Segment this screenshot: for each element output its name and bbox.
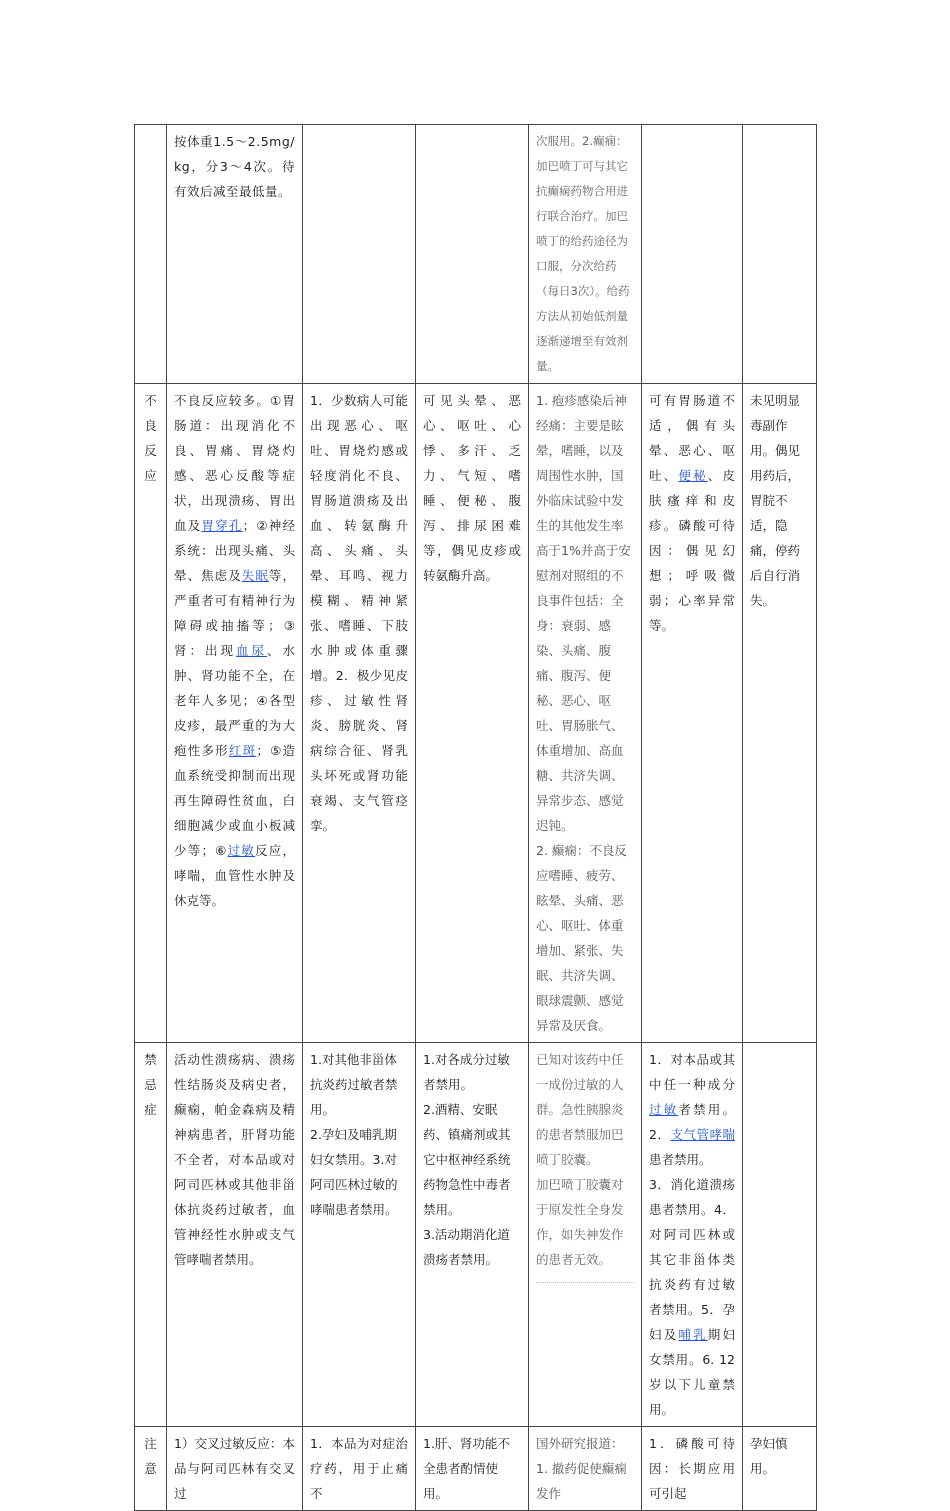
row-label-adverse-reactions: 不 良 反 应	[135, 384, 167, 1043]
contra-drug1: 活动性溃疡病、溃疡性结肠炎及病史者，癫痫，帕金森病及精神病患者，肝肾功能不全者，对本品或对阿司匹林或其他非甾体抗炎药过敏者，血管神经性水肿或支气管哮喘者禁用。	[167, 1043, 303, 1427]
contra-drug4: 已知对该药中任一成份过敏的人群。急性胰腺炎的患者禁服加巴喷丁胶囊。 加巴喷丁胶囊对于原发性全身发作，如失神发作的患者无效。	[529, 1043, 642, 1427]
adverse-drug5: 可有胃肠道不适，偶有头晕、恶心、呕吐、便秘、皮肤瘙痒和皮疹。磷酸可待因：偶见幻想；呼吸微弱；心率异常等。	[642, 384, 743, 1043]
row-label-precautions: 注 意	[135, 1427, 167, 1511]
link-insomnia[interactable]: 失眠	[241, 568, 269, 583]
dotted-divider	[536, 1272, 634, 1283]
link-allergy[interactable]: 过敏	[227, 843, 256, 858]
table-row-precautions	[135, 1427, 817, 1511]
row-label-contraindications: 禁 忌 症	[135, 1043, 167, 1427]
notes-drug4: 国外研究报道： 1. 撤药促使癫痫发作	[529, 1427, 642, 1511]
table-row-dosage	[135, 125, 817, 384]
drug-comparison-table	[134, 124, 817, 1511]
notes-drug3: 1.肝、肾功能不全患者酌情使用。	[416, 1427, 529, 1511]
link-erythema[interactable]: 红斑	[228, 743, 257, 758]
dosage-drug1: 按体重1.5～2.5mg/kg，分3～4次。待有效后减至最低量。	[167, 125, 303, 384]
contra-drug6	[743, 1043, 817, 1427]
notes-drug6: 孕妇慎用。	[743, 1427, 817, 1511]
dosage-drug5	[642, 125, 743, 384]
link-hematuria[interactable]: 血尿	[235, 643, 267, 658]
link-lactation[interactable]: 哺乳	[678, 1327, 708, 1342]
dosage-drug6	[743, 125, 817, 384]
notes-drug5: 1．磷酸可待因：长期应用可引起	[642, 1427, 743, 1511]
adverse-drug1: 不良反应较多。①胃肠道：出现消化不良、胃痛、胃烧灼感、恶心反酸等症状，出现溃疡、胃出血及胃穿孔；②神经系统：出现头痛、头晕、焦虑及失眠等，严重者可有精神行为障碍或抽搐等；③肾：出现血尿、水肿、肾功能不全，在老年人多见；④各型皮疹，最严重的为大疱性多形红斑；⑤造血系统受抑制而出现再生障碍性贫血，白细胞减少或血小板减少等；⑥过敏反应，哮喘，血管性水肿及休克等。	[167, 384, 303, 1043]
dosage-drug4: 次服用。2.癫痫：加巴喷丁可与其它抗癫痫药物合用进行联合治疗。加巴喷丁的给药途径为口服，分次给药（每日3次）。给药方法从初始低剂量逐渐递增至有效剂量。	[529, 125, 642, 384]
link-gastric-perforation[interactable]: 胃穿孔	[201, 518, 243, 533]
link-constipation[interactable]: 便秘	[678, 468, 708, 483]
row-label-empty	[135, 125, 167, 384]
contra-drug5: 1．对本品或其中任一种成分过敏者禁用。2．支气管哮喘患者禁用。 3．消化道溃疡患者禁用。4．对阿司匹林或其它非甾体类抗炎药有过敏者禁用。5．孕妇及哺乳期妇女禁用。6. 12岁以下儿童禁用。	[642, 1043, 743, 1427]
dosage-drug2	[303, 125, 416, 384]
contra-drug2: 1.对其他非甾体抗炎药过敏者禁用。 2.孕妇及哺乳期妇女禁用。3.对阿司匹林过敏的哮喘患者禁用。	[303, 1043, 416, 1427]
notes-drug1: 1）交叉过敏反应：本品与阿司匹林有交叉过	[167, 1427, 303, 1511]
adverse-drug4: 1. 疱疹感染后神经痛：主要是眩晕，嗜睡，以及周围性水肿，国外临床试验中发生的其他发生率高于1%并高于安慰剂对照组的不良事件包括：全身：衰弱、感染、头痛、腹痛、腹泻、便秘、恶心、呕吐、胃肠胀气、体重增加、高血糖、共济失调、异常步态、感觉迟钝。 2. 癫痫：不良反应嗜睡、疲劳、眩晕、头痛、恶心、呕吐、体重增加、紧张、失眠、共济失调、眼球震颤、感觉异常及厌食。	[529, 384, 642, 1043]
adverse-drug6: 未见明显毒副作用。偶见用药后，胃脘不适，隐痛，停药后自行消失。	[743, 384, 817, 1043]
table-row-contraindications	[135, 1043, 817, 1427]
adverse-drug3: 可见头晕、恶心、呕吐、心悸、多汗、乏力、气短、嗜睡、便秘、腹泻、排尿困难等，偶见皮疹或转氨酶升高。	[416, 384, 529, 1043]
notes-drug2: 1．本品为对症治疗药，用于止痛不	[303, 1427, 416, 1511]
dosage-drug3	[416, 125, 529, 384]
contra-drug3: 1.对各成分过敏者禁用。 2.酒精、安眠药、镇痛剂或其它中枢神经系统药物急性中毒者禁用。 3.活动期消化道溃疡者禁用。	[416, 1043, 529, 1427]
link-allergy-2[interactable]: 过敏	[649, 1102, 679, 1117]
table-row-adverse-reactions	[135, 384, 817, 1043]
link-bronchial-asthma[interactable]: 支气管哮喘	[670, 1127, 735, 1142]
adverse-drug2: 1．少数病人可能出现恶心、呕吐、胃烧灼感或轻度消化不良、胃肠道溃疡及出血、转氨酶升高、头痛、头晕、耳鸣、视力模糊、精神紧张、嗜睡、下肢水肿或体重骤增。2．极少见皮疹、过敏性肾炎、膀胱炎、肾病综合征、肾乳头坏死或肾功能衰竭、支气管痉挛。	[303, 384, 416, 1043]
